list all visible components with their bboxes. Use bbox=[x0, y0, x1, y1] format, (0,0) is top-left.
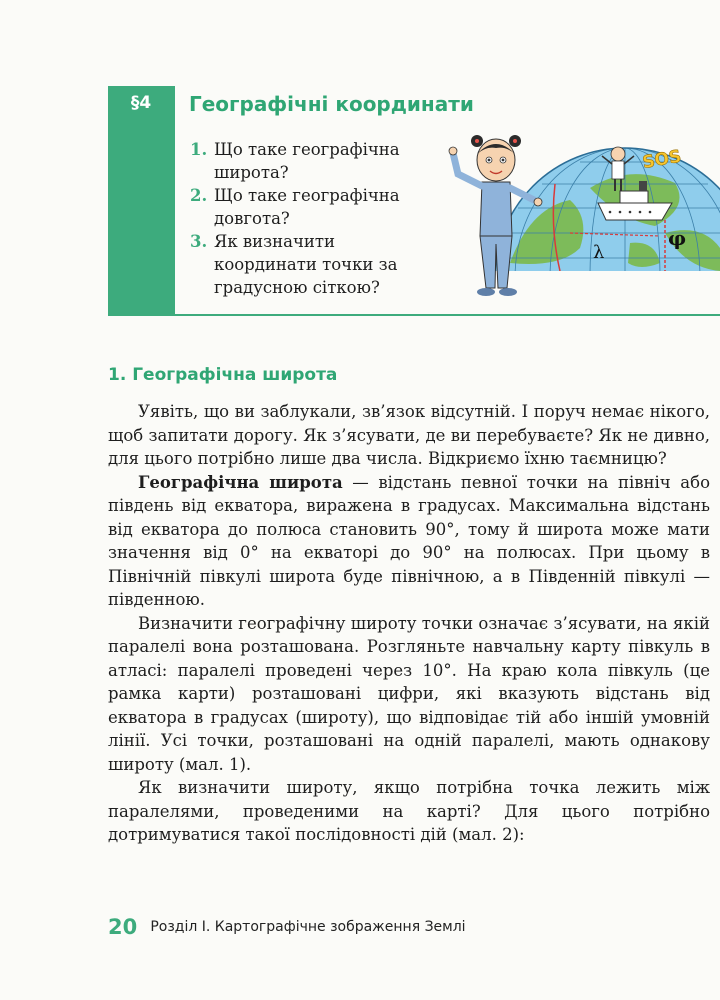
paragraph-3: Визначити географічну широту точки означає з’ясувати, на якій паралелі вона розташована. Розгляньте навчальну карту півкуль в атласі: паралелі проведені через 10°. На краю кола півкуль (це рамка карти) розташовані цифри, які вказують відстань від екватора в градусах (широту), що відповідає тій або іншій умовній лінії. Усі точки, розташовані на одній паралелі, мають однакову широту (мал. 1). bbox=[108, 613, 710, 774]
chapter-title: Розділ I. Картографічне зображення Землі bbox=[150, 919, 466, 935]
question-number: 1. bbox=[190, 140, 208, 159]
question-number: 2. bbox=[190, 186, 208, 205]
questions-list bbox=[190, 138, 440, 299]
page-footer bbox=[108, 915, 466, 939]
paragraph-2 bbox=[108, 471, 710, 612]
subsection-heading: 1. Географічна широта bbox=[108, 365, 338, 385]
section-title: Географічні координати bbox=[189, 92, 474, 116]
paragraph-number: §4 bbox=[130, 93, 152, 113]
question-item bbox=[190, 184, 440, 230]
section-marker-bar bbox=[108, 86, 175, 314]
body-text bbox=[108, 400, 710, 847]
question-text: Що таке географічна довгота? bbox=[214, 186, 400, 228]
question-item bbox=[190, 138, 440, 184]
page-number: 20 bbox=[108, 915, 138, 939]
paragraph-4: Як визначити широту, якщо потрібна точка лежить між паралелями, проведеними на карті? Для цього потрібно дотримуватися такої послідовності дій (мал. 2): bbox=[108, 778, 710, 844]
globe-illustration bbox=[440, 128, 720, 308]
phi-label: φ bbox=[668, 226, 687, 250]
term-geographic-latitude: Географічна широта bbox=[138, 472, 343, 492]
question-text: Як визначити координати точки за градусною сіткою? bbox=[214, 232, 398, 297]
paragraph-1: Уявіть, що ви заблукали, зв’язок відсутній. І поруч немає нікого, щоб запитати дорогу. Як з’ясувати, де ви перебуваєте? Як не дивно, для цього потрібно лише два числа. Відкриємо їхню таємницю? bbox=[108, 402, 710, 468]
lambda-label: λ bbox=[593, 242, 605, 263]
header-divider bbox=[108, 314, 720, 316]
question-text: Що таке географічна широта? bbox=[214, 140, 400, 182]
sos-label: SOS bbox=[640, 146, 683, 174]
paragraph-2-text: — відстань певної точки на північ або південь від екватора, виражена в градусах. Максимальна відстань від екватора до полюса становить 90°, тому й широта може мати значення від 0° на екваторі до 90° на полюсах. При цьому в Північній півкулі широта буде північною, а в Південній півкулі — південною. bbox=[108, 472, 710, 609]
question-number: 3. bbox=[190, 232, 208, 251]
globe bbox=[495, 148, 720, 308]
question-item bbox=[190, 230, 440, 299]
